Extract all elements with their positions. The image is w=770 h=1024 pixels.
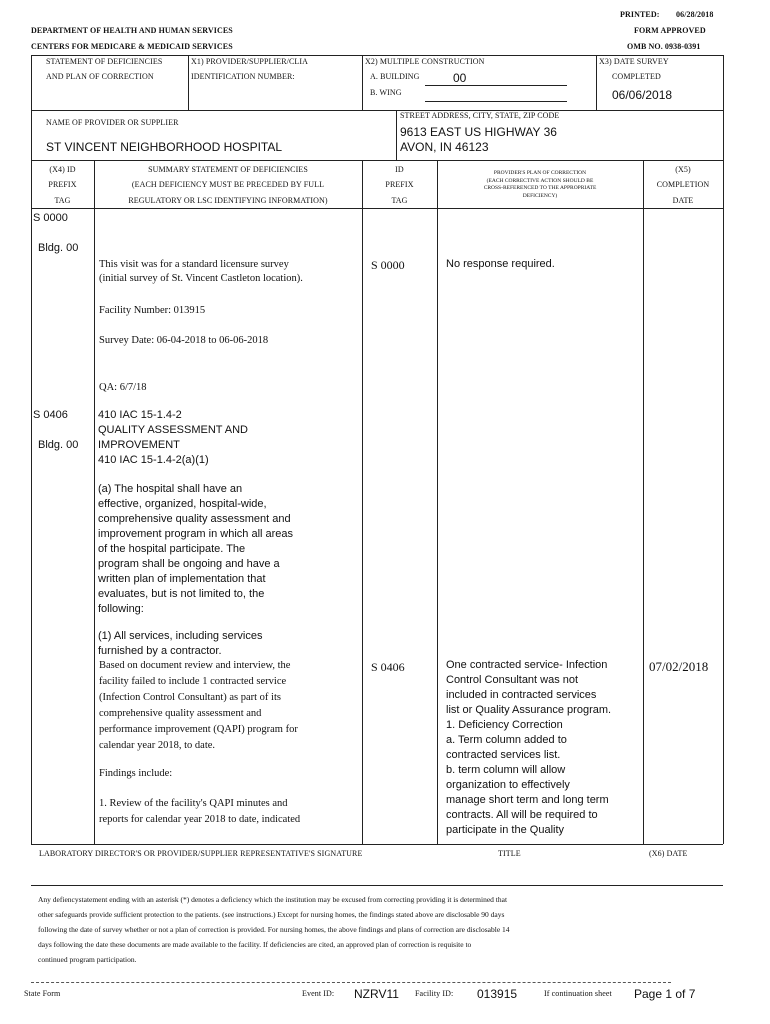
page-number: Page 1 of 7 (634, 987, 696, 1001)
facility-id-value: 013915 (477, 987, 518, 1001)
footnote-line: continued program participation. (38, 955, 137, 964)
x5-label-1: (X5) (675, 165, 691, 174)
building-tag-1: Bldg. 00 (38, 242, 79, 254)
reg-line: IMPROVEMENT (98, 439, 180, 451)
completion-date-2: 07/02/2018 (649, 659, 709, 674)
paragraph-1 (98, 629, 262, 659)
x6-date-label: (X6) DATE (649, 849, 688, 858)
title-label: TITLE (498, 849, 521, 858)
plan-label-3: CROSS-REFERENCED TO THE APPROPRIATE (483, 185, 597, 191)
summary-label-3: REGULATORY OR LSC IDENTIFYING INFORMATION) (128, 196, 328, 205)
dept-name: DEPARTMENT OF HEALTH AND HUMAN SERVICES (31, 26, 233, 35)
plan-line: 1. Deficiency Correction (446, 719, 563, 731)
para-line: written plan of implementation that (98, 573, 266, 585)
para-line: furnished by a contractor. (98, 645, 222, 657)
plan-line: organization to effectively (446, 779, 570, 791)
x5-label-3: DATE (672, 196, 694, 205)
review-line: reports for calendar year 2018 to date, indicated (99, 814, 301, 825)
finding-line: comprehensive quality assessment and (99, 708, 262, 719)
plan-line: contracted services list. (446, 749, 561, 761)
plan-line: manage short term and long term (446, 794, 609, 806)
footnote-line: Any defiencystatement ending with an asterisk (*) denotes a deficiency which the institution may be excused from correcting providing it is determined that (38, 895, 508, 904)
finding-line: facility failed to include 1 contracted service (99, 676, 287, 687)
para-line: following: (98, 603, 144, 615)
plan-line: included in contracted services (446, 689, 597, 701)
provider-name: ST VINCENT NEIGHBORHOOD HOSPITAL (46, 140, 283, 154)
plan-line: a. Term column added to (446, 734, 567, 746)
id-label-3: TAG (391, 196, 408, 205)
plan-line: b. term column will allow (446, 764, 566, 776)
review-block (99, 796, 300, 828)
para-line: (1) All services, including services (98, 630, 263, 642)
reg-line: 410 IAC 15-1.4-2(a)(1) (98, 454, 209, 466)
printed-label: PRINTED: (620, 10, 660, 19)
findings-include: Findings include: (99, 768, 173, 779)
plan-line: Control Consultant was not (446, 674, 579, 686)
address-label: STREET ADDRESS, CITY, STATE, ZIP CODE (400, 111, 560, 120)
response-1: No response required. (446, 258, 555, 270)
regulation-block (98, 408, 248, 468)
visit-line-1: This visit was for a standard licensure survey (99, 259, 289, 270)
state-form-label: State Form (24, 989, 61, 998)
facility-number: Facility Number: 013915 (99, 305, 206, 316)
paragraph-a (98, 482, 293, 617)
para-line: program shall be ongoing and have a (98, 558, 280, 570)
plan-label-2: (EACH CORRECTIVE ACTION SHOULD BE (486, 177, 594, 184)
plan-label-1: PROVIDER'S PLAN OF CORRECTION (493, 170, 587, 176)
qa-date: QA: 6/7/18 (99, 382, 147, 393)
x1-label-2: IDENTIFICATION NUMBER: (191, 72, 295, 81)
omb-number: OMB NO. 0938-0391 (627, 42, 701, 51)
finding-line: (Infection Control Consultant) as part of its (99, 692, 281, 703)
cms-name: CENTERS FOR MEDICARE & MEDICAID SERVICES (31, 42, 233, 51)
plan-block (446, 658, 611, 838)
x3-label-2: COMPLETED (612, 72, 661, 81)
plan-line: contracts. All will be required to (446, 809, 598, 821)
footnote-line: other safeguards provide sufficient protection to the patients. (see instructions.) Except for nursing homes, the findings stated above are disclosable 90 days (38, 910, 505, 919)
finding-line: calendar year 2018, to date. (99, 740, 216, 751)
visit-line-2: (initial survey of St. Vincent Castleton location). (99, 273, 303, 284)
x2-label: X2) MULTIPLE CONSTRUCTION (365, 57, 485, 66)
statement-label-1: STATEMENT OF DEFICIENCIES (46, 57, 163, 66)
reg-line: 410 IAC 15-1.4-2 (98, 409, 182, 421)
plan-line: participate in the Quality (446, 824, 565, 836)
footnote-line: following the date of survey whether or not a plan of correction is provided. For nursing homes, the above findings and plans of correction are disclosable 14 (38, 925, 510, 934)
plan-line: One contracted service- Infection (446, 659, 608, 671)
x5-label-2: COMPLETION (656, 180, 710, 189)
plan-line: list or Quality Assurance program. (446, 704, 612, 716)
form-approved: FORM APPROVED (634, 26, 706, 35)
x4-label-1: (X4) ID (49, 165, 76, 174)
para-line: of the hospital participate. The (98, 543, 246, 555)
survey-date: Survey Date: 06-04-2018 to 06-06-2018 (99, 335, 269, 346)
id-tag-2: S 0406 (371, 660, 405, 674)
provider-name-label: NAME OF PROVIDER OR SUPPLIER (46, 118, 179, 127)
para-line: improvement program in which all areas (98, 528, 294, 540)
plan-label-4: DEFICIENCY) (522, 192, 558, 199)
facility-id-label: Facility ID: (415, 989, 454, 998)
event-id-value: NZRV11 (354, 987, 399, 1001)
id-label-1: ID (395, 165, 404, 174)
x3-label-1: X3) DATE SURVEY (599, 57, 669, 66)
statement-label-2: AND PLAN OF CORRECTION (46, 72, 154, 81)
survey-completed-date: 06/06/2018 (612, 88, 673, 102)
para-line: (a) The hospital shall have an (98, 483, 243, 495)
x1-label-1: X1) PROVIDER/SUPPLIER/CLIA (191, 57, 309, 66)
building-label: A. BUILDING (370, 72, 420, 81)
para-line: comprehensive quality assessment and (98, 513, 291, 525)
building-value: 00 (453, 71, 467, 85)
finding-block (99, 658, 298, 754)
id-tag-1: S 0000 (371, 258, 405, 272)
address-line-2: AVON, IN 46123 (400, 140, 489, 154)
event-id-label: Event ID: (302, 989, 335, 998)
signature-label: LABORATORY DIRECTOR'S OR PROVIDER/SUPPLIER REPRESENTATIVE'S SIGNATURE (39, 849, 363, 858)
prefix-tag-1: S 0000 (33, 212, 68, 224)
continuation-label: If continuation sheet (544, 989, 612, 998)
prefix-tag-2: S 0406 (33, 409, 68, 421)
reg-line: QUALITY ASSESSMENT AND (98, 424, 248, 436)
para-line: effective, organized, hospital-wide, (98, 498, 267, 510)
footnote-block (38, 892, 718, 967)
x4-label-3: TAG (54, 196, 71, 205)
footnote-line: days following the date these documents are made available to the facility. If deficiencies are cited, an approved plan of correction is requisite to (38, 940, 472, 949)
review-line: 1. Review of the facility's QAPI minutes and (99, 798, 288, 809)
id-label-2: PREFIX (385, 180, 414, 189)
finding-line: Based on document review and interview, the (99, 660, 291, 671)
finding-line: performance improvement (QAPI) program for (99, 724, 298, 735)
summary-label-1: SUMMARY STATEMENT OF DEFICIENCIES (148, 165, 308, 174)
printed-date: 06/28/2018 (676, 10, 714, 19)
wing-label: B. WING (370, 88, 402, 97)
address-line-1: 9613 EAST US HIGHWAY 36 (400, 125, 557, 139)
para-line: evaluates, but is not limited to, the (98, 588, 265, 600)
summary-label-2: (EACH DEFICIENCY MUST BE PRECEDED BY FULL (131, 180, 325, 189)
x4-label-2: PREFIX (48, 180, 77, 189)
plan-label (437, 170, 643, 200)
building-tag-2: Bldg. 00 (38, 439, 79, 451)
